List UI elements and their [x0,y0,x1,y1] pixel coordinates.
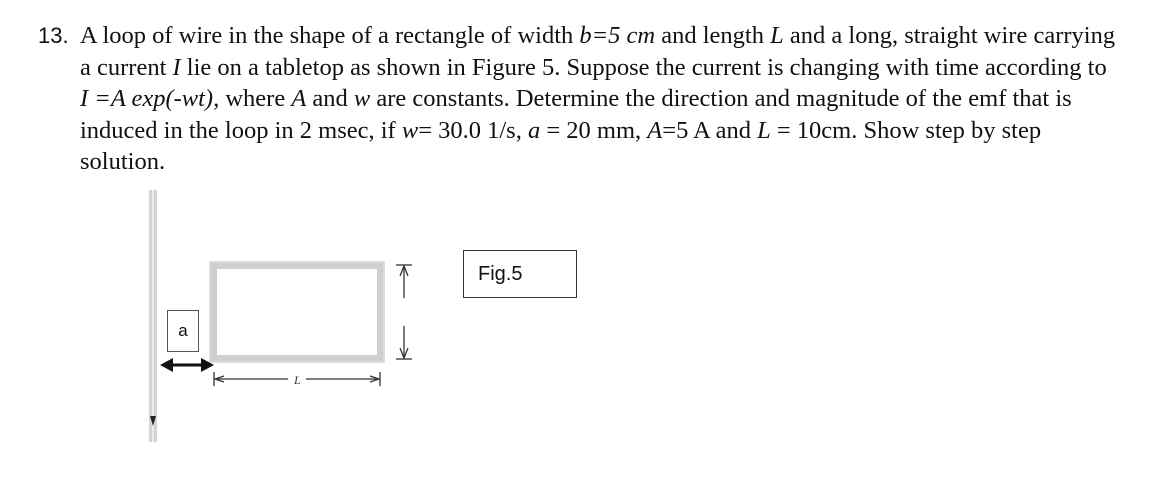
text-segment: and [306,85,354,112]
math-variable: A [647,116,663,144]
text-segment: and length [655,22,771,49]
text-segment: and a long, straight wire carrying a current [80,22,1116,81]
distance-a-arrow [160,358,214,372]
width-dimension [396,265,412,359]
math-variable: w [353,85,371,112]
text-segment: where [219,85,292,112]
math-variable: a [527,116,541,144]
figure-caption: Fig.5 [463,250,577,298]
text-segment: =5 A and [662,116,758,144]
math-variable: I =A exp(-wt), [80,85,220,112]
wire-loop [214,266,380,358]
text-segment: = 10cm. Show step by step solution. [80,116,1042,175]
problem-number: 13. [38,23,69,48]
problem-text [80,20,1118,178]
math-variable: A [291,85,307,112]
wire-loop-outline [210,262,384,362]
math-variable: w [401,116,419,144]
length-label: L [294,373,301,387]
math-variable: I [172,53,181,81]
text-segment: lie on a tabletop as shown in Figure 5. Suppose the current is changing with time according to [180,53,1107,81]
text-segment: = 30.0 1/s, [418,116,528,144]
straight-wire-highlight [152,190,154,442]
text-segment: = 20 mm, [540,116,648,144]
math-variable: L [770,22,784,49]
distance-a-label: a [167,310,199,352]
text-segment: are constants. Determine the direction and magnitude of the emf that is induced in the loop in 2 msec, if [80,85,1072,144]
problem-13 [38,20,1118,178]
math-variable: L [757,116,771,144]
text-segment: A loop of wire in the shape of a rectangle of width [80,22,580,49]
math-variable: b=5 cm [579,22,656,49]
